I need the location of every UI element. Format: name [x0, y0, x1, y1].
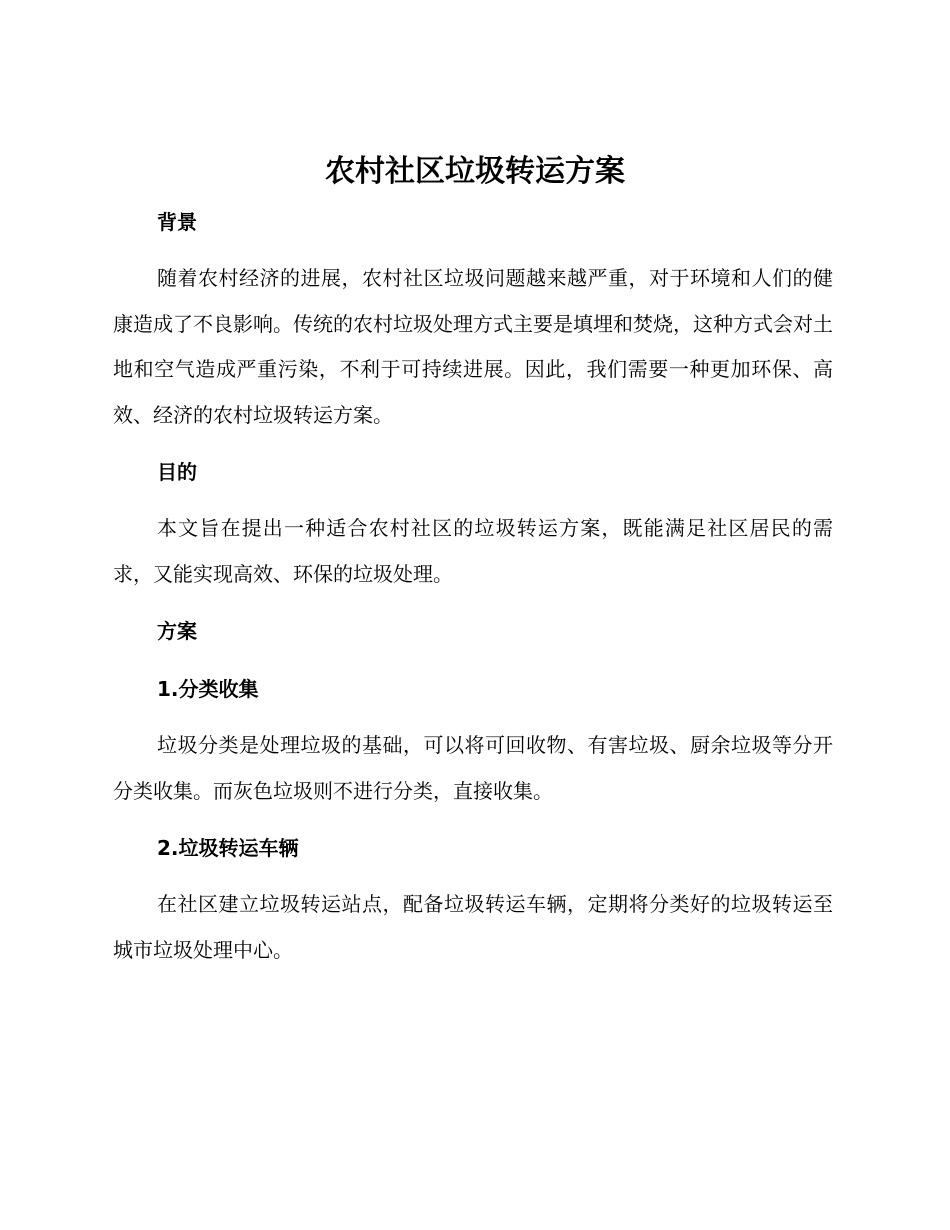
section-heading-classified-collection: 1.分类收集 — [157, 677, 259, 701]
section-paragraph-classified-collection: 垃圾分类是处理垃圾的基础，可以将可回收物、有害垃圾、厨余垃圾等分开分类收集。而灰色垃圾则不进行分类，直接收集。 — [113, 733, 833, 803]
section-heading-background: 背景 — [157, 210, 197, 234]
section-paragraph-background: 随着农村经济的进展，农村社区垃圾问题越来越严重，对于环境和人们的健康造成了不良影响。传统的农村垃圾处理方式主要是填埋和焚烧，这种方式会对土地和空气造成严重污染，不利于可持续进展。因此，我们需要一种更加环保、高效、经济的农村垃圾转运方案。 — [113, 266, 833, 427]
section-heading-transfer-vehicles: 2.垃圾转运车辆 — [157, 836, 299, 860]
section-paragraph-transfer-vehicles: 在社区建立垃圾转运站点，配备垃圾转运车辆，定期将分类好的垃圾转运至城市垃圾处理中心。 — [113, 892, 833, 962]
section-paragraph-purpose: 本文旨在提出一种适合农村社区的垃圾转运方案，既能满足社区居民的需求，又能实现高效、环保的垃圾处理。 — [113, 516, 833, 586]
section-heading-purpose: 目的 — [157, 460, 197, 484]
document-title: 农村社区垃圾转运方案 — [325, 154, 625, 189]
section-heading-plan: 方案 — [157, 619, 197, 643]
